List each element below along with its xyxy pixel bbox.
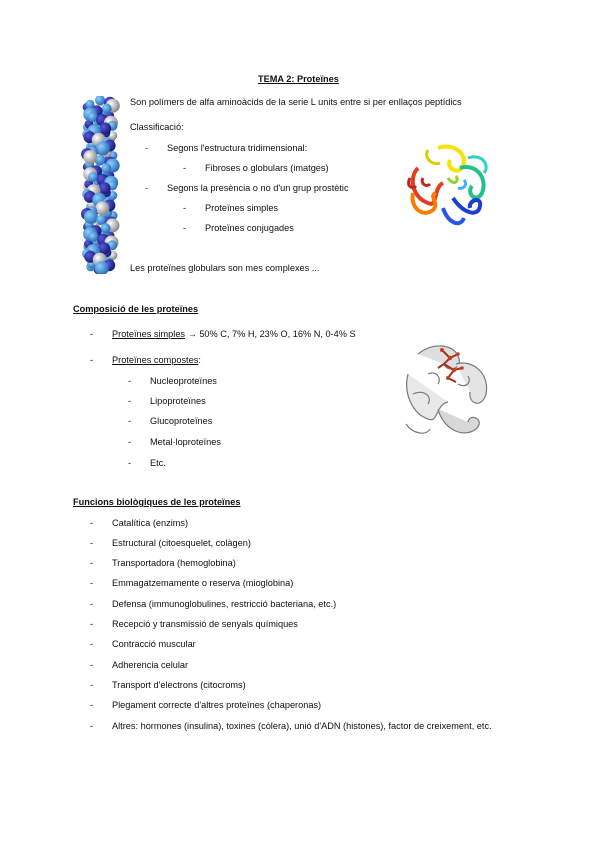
tree-subitem: - Proteïnes conjugades <box>183 223 294 233</box>
composed-subitem: - Glucoproteïnes <box>128 416 213 426</box>
composed-proteins-item: - Proteïnes compostes: <box>90 355 201 365</box>
function-item: - Defensa (immunoglobulines, restricció bacteriana, etc.) <box>90 599 337 609</box>
globular-protein-image <box>398 138 494 234</box>
page-title: TEMA 2: Proteïnes <box>258 74 339 84</box>
helix-protein-image <box>74 96 126 274</box>
functions-heading: Funcions biològiques de les proteïnes <box>73 497 241 507</box>
function-item: - Emmagatzemamente o reserva (mioglobina) <box>90 578 294 588</box>
tree-subitem: - Proteïnes simples <box>183 203 279 213</box>
composed-subitem: - Nucleoproteïnes <box>128 376 217 386</box>
composed-subitem: - Lipoproteïnes <box>128 396 206 406</box>
function-item: - Transportadora (hemoglobina) <box>90 558 236 568</box>
globular-note: Les proteïnes globulars son mes complexes ... <box>130 263 320 273</box>
composition-heading: Composició de les proteïnes <box>73 304 199 314</box>
function-item: - Plegament correcte d'altres proteïnes (chaperonas) <box>90 700 322 710</box>
function-item: - Transport d'electrons (citocroms) <box>90 680 246 690</box>
function-item: - Altres: hormones (insulina), toxines (còlera), unió d'ADN (histones), factor de creixement, etc. <box>90 721 492 731</box>
function-item: - Catalítica (enzims) <box>90 518 189 528</box>
classification-label: Classificació: <box>130 122 184 132</box>
tree-item: - Segons la presència o no d'un grup prostètic <box>145 183 349 193</box>
function-item: - Adherencia celular <box>90 660 189 670</box>
tree-item: - Segons l'estructura tridimensional: <box>145 143 308 153</box>
composed-subitem: - Etc. <box>128 458 166 468</box>
tree-subitem: - Fibroses o globulars (imatges) <box>183 163 329 173</box>
simple-proteins-item: - Proteïnes simples → 50% C, 7% H, 23% O, 16% N, 0-4% S <box>90 329 356 339</box>
function-item: - Estructural (citoesquelet, colàgen) <box>90 538 251 548</box>
definition-text: Son polímers de alfa aminoàcids de la serie L units entre si per enllaços peptídics <box>130 97 462 107</box>
composed-subitem: - Metal·loproteïnes <box>128 437 221 447</box>
heme-protein-image <box>398 334 498 444</box>
function-item: - Recepció y transmissió de senyals químiques <box>90 619 298 629</box>
function-item: - Contracció muscular <box>90 639 196 649</box>
